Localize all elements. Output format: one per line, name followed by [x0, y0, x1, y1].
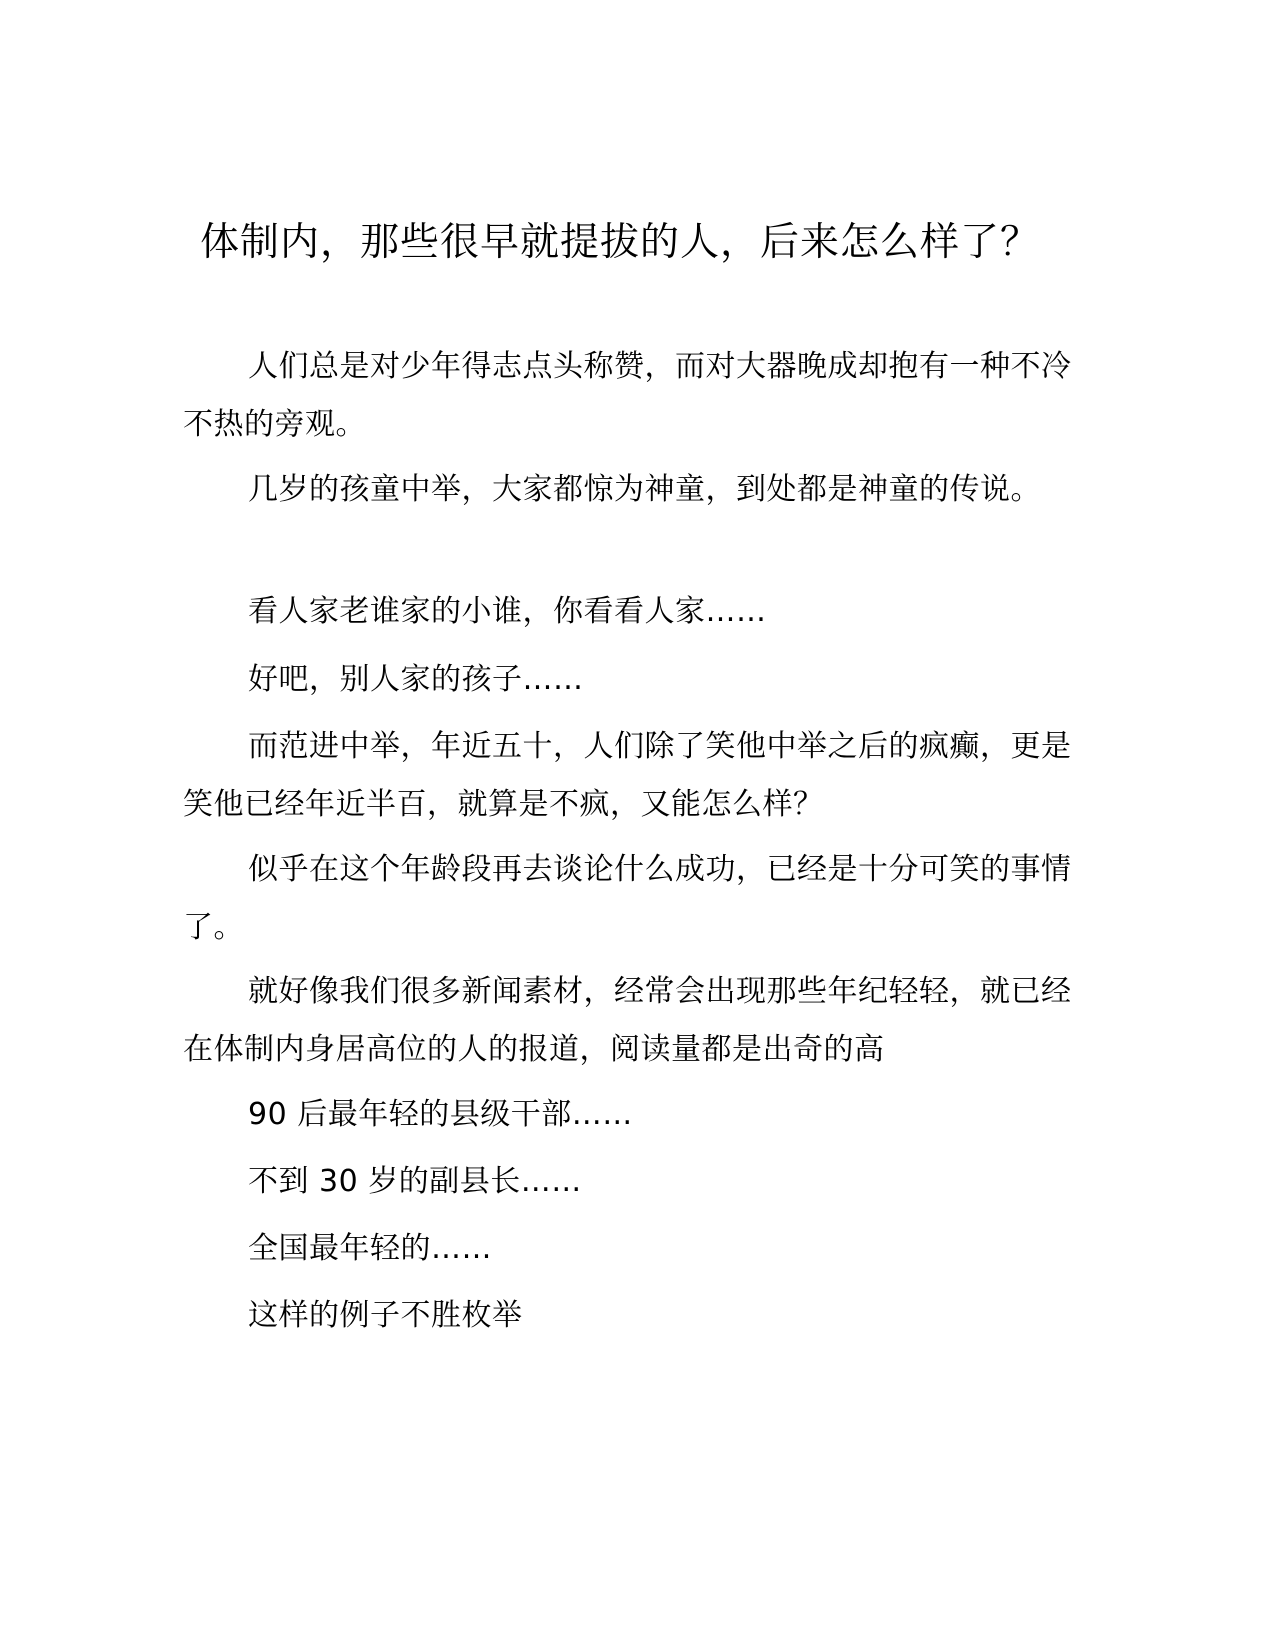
paragraph-8: 90 后最年轻的县级干部…… [248, 1097, 633, 1132]
document-title: 体制内，那些很早就提拔的人，后来怎么样了？ [199, 220, 1040, 265]
paragraph-6: 似乎在这个年龄段再去谈论什么成功，已经是十分可笑的事情了。 [183, 852, 1072, 945]
paragraph-2: 几岁的孩童中举，大家都惊为神童，到处都是神童的传说。 [248, 472, 1041, 507]
paragraph-5: 而范进中举，年近五十，人们除了笑他中举之后的疯癫，更是笑他已经年近半百，就算是不疯，又能怎么样？ [183, 729, 1072, 822]
paragraph-10: 全国最年轻的…… [248, 1231, 492, 1266]
paragraph-11: 这样的例子不胜枚举 [248, 1298, 523, 1333]
paragraph-7: 就好像我们很多新闻素材，经常会出现那些年纪轻轻，就已经在体制内身居高位的人的报道，阅读量都是出奇的高 [183, 974, 1072, 1067]
paragraph-1: 人们总是对少年得志点头称赞，而对大器晚成却抱有一种不冷不热的旁观。 [183, 349, 1072, 442]
paragraph-9: 不到 30 岁的副县长…… [248, 1164, 582, 1199]
paragraph-4: 好吧，别人家的孩子…… [248, 662, 584, 697]
paragraph-3: 看人家老谁家的小谁，你看看人家…… [248, 594, 767, 629]
